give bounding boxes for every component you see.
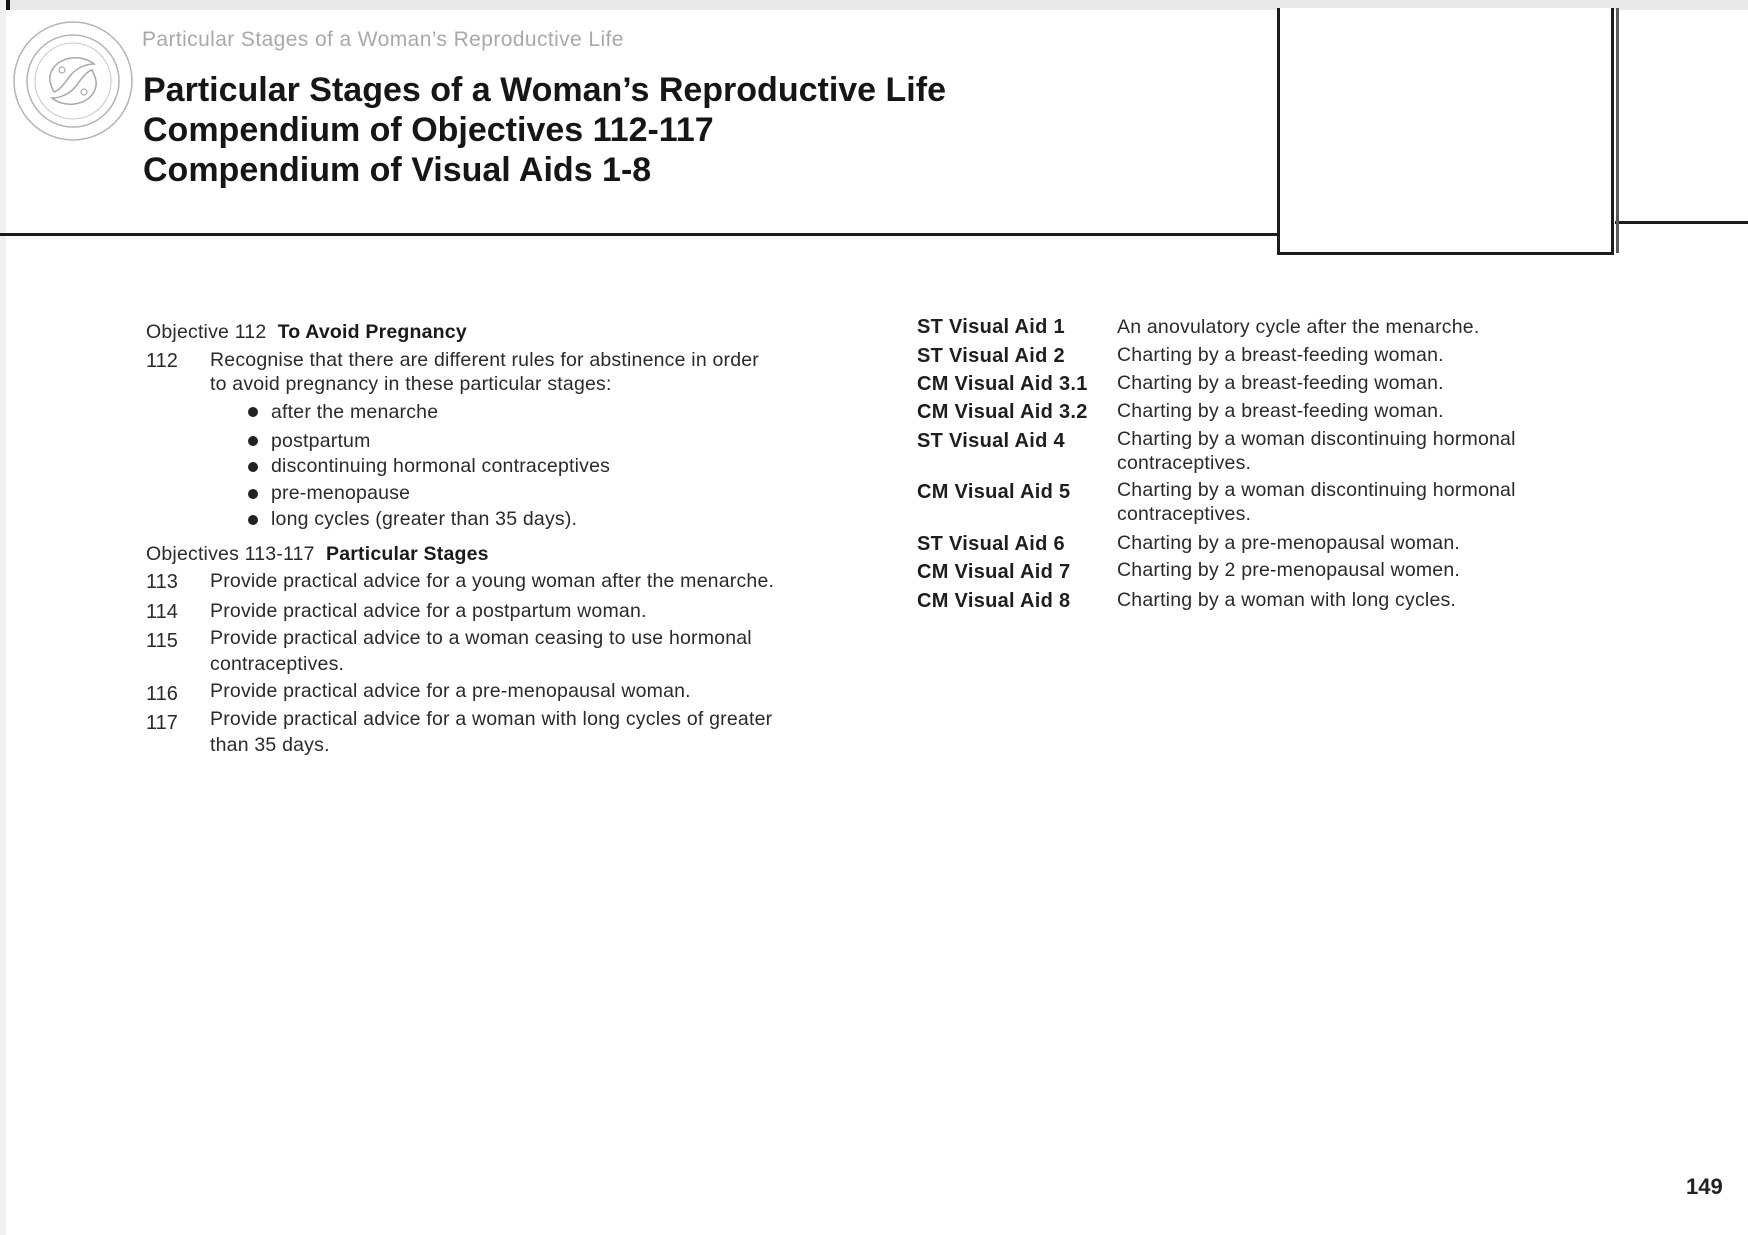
visual-aid-label: CM Visual Aid 7 <box>917 561 1071 583</box>
header-rule <box>0 233 1277 236</box>
visual-aid-description: Charting by 2 pre-menopausal women. <box>1117 559 1461 581</box>
stage-list-item: discontinuing hormonal contraceptives <box>271 455 611 477</box>
stage-list-item: pre-menopause <box>271 482 411 504</box>
title-line: Compendium of Visual Aids 1-8 <box>143 151 652 189</box>
objective-number: 117 <box>146 712 178 734</box>
objective-text-line: to avoid pregnancy in these particular stages: <box>210 373 612 395</box>
visual-aid-label: ST Visual Aid 6 <box>917 533 1065 555</box>
objective-text-line: Recognise that there are different rules for abstinence in order <box>210 349 760 371</box>
objectives-113-117-prefix: Objectives 113-117 <box>146 543 315 565</box>
objectives-113-117-heading <box>146 543 489 566</box>
visual-aid-label: ST Visual Aid 1 <box>917 316 1065 338</box>
objective-text-line: than 35 days. <box>210 734 330 756</box>
visual-aid-description: Charting by a breast-feeding woman. <box>1117 372 1444 394</box>
stage-list-item: long cycles (greater than 35 days). <box>271 508 578 530</box>
running-head: Particular Stages of a Woman’s Reproductive Life <box>142 28 624 51</box>
objective-number: 112 <box>146 350 178 372</box>
visual-aid-label: ST Visual Aid 4 <box>917 430 1065 452</box>
visual-aid-description: contraceptives. <box>1117 452 1252 474</box>
objective-112-heading <box>146 321 467 344</box>
objective-number: 113 <box>146 571 178 593</box>
visual-aid-description: Charting by a woman with long cycles. <box>1117 589 1457 611</box>
objective-text-line: Provide practical advice for a postpartum woman. <box>210 600 647 622</box>
stage-list-item: postpartum <box>271 430 371 452</box>
objective-text-line: Provide practical advice for a pre-menopausal woman. <box>210 680 691 702</box>
bullet-dot-icon <box>248 462 258 472</box>
visual-aid-description: Charting by a pre-menopausal woman. <box>1117 532 1461 554</box>
scan-left-edge <box>0 0 6 1235</box>
bullet-dot-icon <box>248 436 258 446</box>
visual-aid-description: An anovulatory cycle after the menarche. <box>1117 316 1480 338</box>
bullet-dot-icon <box>248 515 258 525</box>
objective-number: 115 <box>146 630 178 652</box>
tab-box-shadow <box>1616 8 1619 253</box>
section-tab-box <box>1277 8 1614 255</box>
visual-aid-description: Charting by a woman discontinuing hormonal <box>1117 479 1516 501</box>
title-line: Particular Stages of a Woman’s Reproductive Life <box>143 71 946 109</box>
objectives-113-117-title: Particular Stages <box>325 543 489 565</box>
circular-emblem-icon <box>12 20 134 142</box>
visual-aid-label: CM Visual Aid 5 <box>917 481 1071 503</box>
objective-number: 116 <box>146 683 178 705</box>
objective-text-line: Provide practical advice to a woman ceasing to use hormonal <box>210 627 752 649</box>
visual-aid-description: Charting by a breast-feeding woman. <box>1117 344 1444 366</box>
page-number: 149 <box>1686 1174 1723 1199</box>
objective-number: 114 <box>146 601 178 623</box>
bullet-dot-icon <box>248 407 258 417</box>
visual-aid-label: CM Visual Aid 3.2 <box>917 401 1088 423</box>
title-line: Compendium of Objectives 112-117 <box>143 111 714 149</box>
objective-112-title: To Avoid Pregnancy <box>277 321 467 343</box>
objective-text-line: Provide practical advice for a woman with long cycles of greater <box>210 708 773 730</box>
bullet-dot-icon <box>248 489 258 499</box>
visual-aid-description: Charting by a breast-feeding woman. <box>1117 400 1444 422</box>
objective-112-prefix: Objective 112 <box>146 321 267 343</box>
objective-text-line: Provide practical advice for a young woman after the menarche. <box>210 570 775 592</box>
visual-aid-label: ST Visual Aid 2 <box>917 345 1065 367</box>
visual-aid-label: CM Visual Aid 8 <box>917 590 1071 612</box>
stage-list-item: after the menarche <box>271 401 439 423</box>
visual-aid-description: Charting by a woman discontinuing hormonal <box>1117 428 1516 450</box>
header-rule-right <box>1615 221 1748 224</box>
visual-aid-description: contraceptives. <box>1117 503 1252 525</box>
page-title <box>143 70 946 190</box>
objective-text-line: contraceptives. <box>210 653 345 675</box>
visual-aid-label: CM Visual Aid 3.1 <box>917 373 1088 395</box>
